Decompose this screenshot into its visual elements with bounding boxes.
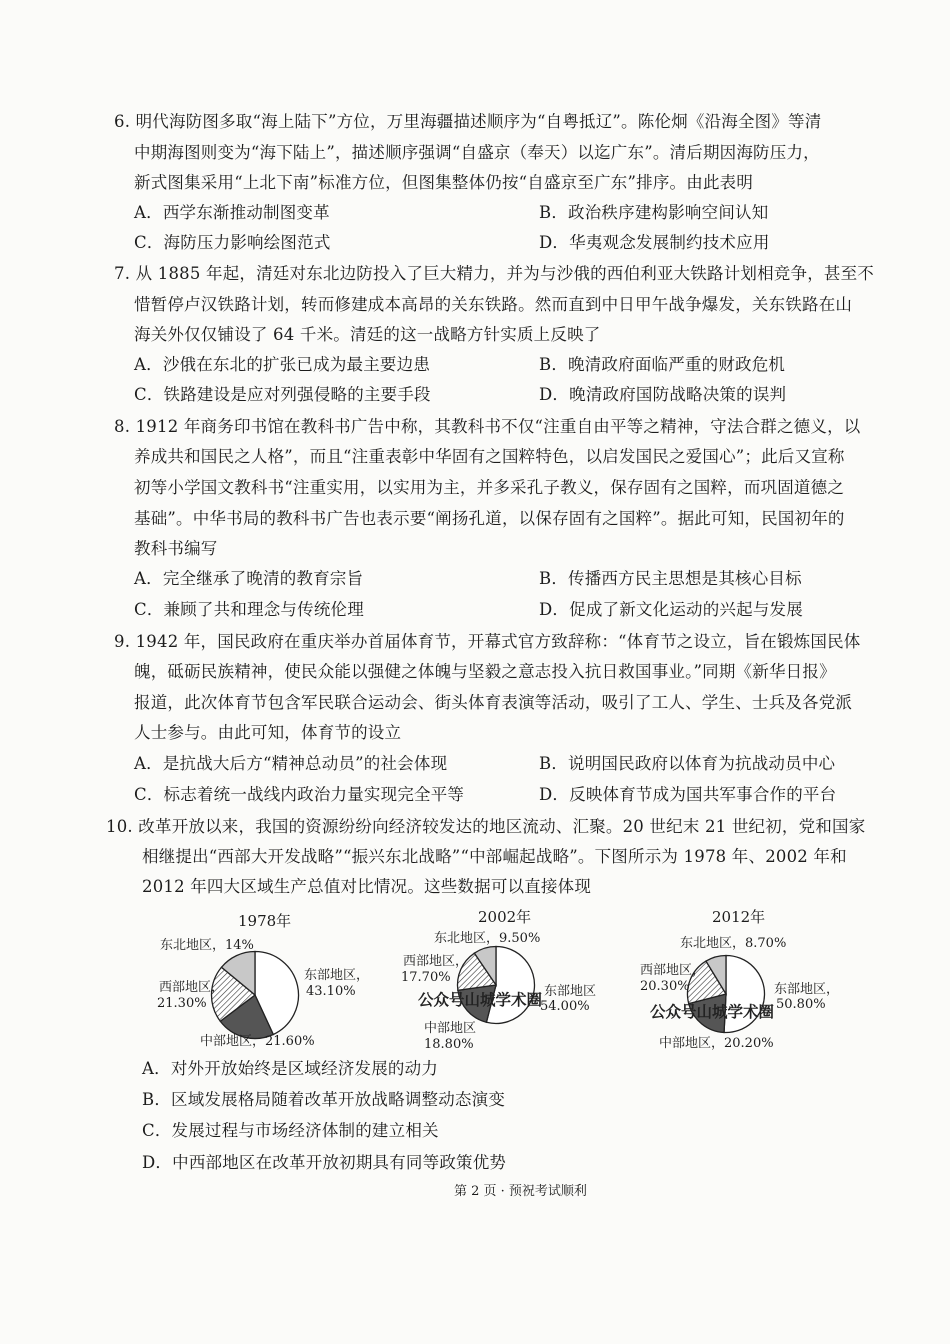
chart-1978-title: 1978年 bbox=[238, 912, 292, 930]
q6-stem-line-1: 6. 明代海防图多取“海上陆下”方位，万里海疆描述顺序为“自粤抵辽”。陈伦炯《沿海全图》等清 bbox=[114, 112, 822, 131]
q8-option-c[interactable]: C．兼顾了共和理念与传统伦理 bbox=[134, 600, 364, 619]
q8-option-b[interactable]: B．传播西方民主思想是其核心目标 bbox=[539, 569, 802, 588]
label-1978-east-value: 43.10% bbox=[306, 984, 356, 999]
q6-stem-line-2: 中期海图则变为“海下陆上”，描述顺序强调“自盛京（奉天）以迄广东”。清后期因海防压力， bbox=[134, 143, 820, 162]
label-2012-northeast: 东北地区，8.70% bbox=[680, 936, 787, 951]
label-2012-east-value: 50.80% bbox=[776, 997, 826, 1012]
pie-chart-1978 bbox=[210, 950, 300, 1040]
label-2012-west-value: 20.30% bbox=[640, 979, 690, 994]
label-1978-east: 东部地区， bbox=[304, 968, 370, 983]
label-1978-central: 中部地区，21.60% bbox=[200, 1034, 315, 1049]
q9-stem-line-2: 魄，砥砺民族精神，使民众能以强健之体魄与坚毅之意志投入抗日救国事业。”同期《新华日报》 bbox=[134, 662, 836, 681]
label-1978-west-value: 21.30% bbox=[157, 996, 207, 1011]
q9-option-d[interactable]: D．反映体育节成为国共军事合作的平台 bbox=[539, 785, 837, 804]
q8-number: 8. bbox=[114, 417, 131, 436]
label-2002-east-value: 54.00% bbox=[540, 999, 590, 1014]
q6-stem-line-3: 新式图集采用“上北下南”标准方位，但图集整体仍按“自盛京至广东”排序。由此表明 bbox=[134, 173, 754, 192]
q8-option-d[interactable]: D．促成了新文化运动的兴起与发展 bbox=[539, 600, 803, 619]
label-2002-northeast: 东北地区，9.50% bbox=[434, 931, 541, 946]
q9-stem-line-4: 人士参与。由此可知，体育节的设立 bbox=[134, 723, 402, 742]
q8-stem-line-4: 基础”。中华书局的教科书广告也表示要“阐扬孔道，以保存固有之国粹”。据此可知，民国初年的 bbox=[134, 509, 845, 528]
q8-stem-line-1: 8. 1912 年商务印书馆在教科书广告中称，其教科书不仅“注重自由平等之精神，守法合群之德义，以 bbox=[114, 417, 861, 436]
q7-stem-line-3: 海关外仅仅铺设了 64 千米。清廷的这一战略方针实质上反映了 bbox=[134, 325, 601, 344]
label-2002-east: 东部地区 bbox=[544, 984, 597, 999]
label-2012-west: 西部地区， bbox=[640, 963, 706, 978]
label-2002-west: 西部地区， bbox=[403, 954, 469, 969]
label-2002-central-value: 18.80% bbox=[424, 1037, 474, 1052]
q10-stem-line-2: 相继提出“西部大开发战略”“振兴东北战略”“中部崛起战略”。下图所示为 1978 年、2002 年和 bbox=[142, 847, 847, 866]
q7-number: 7. bbox=[114, 264, 131, 283]
q7-stem-line-1: 7. 从 1885 年起，清廷对东北边防投入了巨大精力，并为与沙俄的西伯利亚大铁路计划相竞争，甚至不 bbox=[114, 264, 874, 283]
watermark-1: 公众号山城学术圈 bbox=[418, 990, 543, 1009]
q10-option-b[interactable]: B．区域发展格局随着改革开放战略调整动态演变 bbox=[142, 1090, 506, 1109]
q6-option-b[interactable]: B．政治秩序建构影响空间认知 bbox=[539, 203, 769, 222]
label-1978-northeast: 东北地区，14% bbox=[160, 938, 254, 953]
chart-2012-title: 2012年 bbox=[712, 908, 766, 926]
q8-stem-line-3: 初等小学国文教科书“注重实用，以实用为主，并多采孔子教义，保存固有之国粹，而巩固道德之 bbox=[134, 478, 845, 497]
q9-stem-line-1: 9. 1942 年，国民政府在重庆举办首届体育节，开幕式官方致辞称：“体育节之设立，旨在锻炼国民体 bbox=[114, 632, 861, 651]
label-2012-east: 东部地区， bbox=[774, 982, 840, 997]
label-2002-central: 中部地区 bbox=[424, 1021, 477, 1036]
q9-number: 9. bbox=[114, 632, 131, 651]
q8-option-a[interactable]: A．完全继承了晚清的教育宗旨 bbox=[134, 569, 364, 588]
q9-stem-line-3: 报道，此次体育节包含军民联合运动会、街头体育表演等活动，吸引了工人、学生、士兵及各党派 bbox=[134, 693, 853, 712]
q7-stem-line-2: 惜暂停卢汉铁路计划，转而修建成本高昂的关东铁路。然而直到中日甲午战争爆发，关东铁路在山 bbox=[134, 295, 853, 314]
q10-option-c[interactable]: C．发展过程与市场经济体制的建立相关 bbox=[142, 1121, 439, 1140]
q6-option-c[interactable]: C．海防压力影响绘图范式 bbox=[134, 233, 331, 252]
q8-stem-line-5: 教科书编写 bbox=[134, 539, 218, 558]
q10-option-a[interactable]: A．对外开放始终是区域经济发展的动力 bbox=[142, 1059, 439, 1078]
label-2012-central: 中部地区，20.20% bbox=[659, 1036, 774, 1051]
page-footer: 第 2 页 · 预祝考试顺利 bbox=[454, 1184, 587, 1199]
q10-number: 10. bbox=[106, 817, 133, 836]
q9-option-b[interactable]: B．说明国民政府以体育为抗战动员中心 bbox=[539, 754, 836, 773]
q9-option-c[interactable]: C．标志着统一战线内政治力量实现完全平等 bbox=[134, 785, 465, 804]
q9-option-a[interactable]: A．是抗战大后方“精神总动员”的社会体现 bbox=[134, 754, 448, 773]
q10-option-d[interactable]: D．中西部地区在改革开放初期具有同等政策优势 bbox=[142, 1153, 507, 1172]
q6-number: 6. bbox=[114, 112, 131, 131]
chart-2002-title: 2002年 bbox=[478, 908, 532, 926]
q8-stem-line-2: 养成共和国民之人格”，而且“注重表彰中华固有之国粹特色，以启发国民之爱国心”；此后又宣称 bbox=[134, 447, 845, 466]
q7-option-b[interactable]: B．晚清政府面临严重的财政危机 bbox=[539, 355, 786, 374]
label-2002-west-value: 17.70% bbox=[401, 970, 451, 985]
q7-option-c[interactable]: C．铁路建设是应对列强侵略的主要手段 bbox=[134, 385, 431, 404]
q7-option-d[interactable]: D．晚清政府国防战略决策的误判 bbox=[539, 385, 787, 404]
q7-option-a[interactable]: A．沙俄在东北的扩张已成为最主要边患 bbox=[134, 355, 431, 374]
q10-stem-line-3: 2012 年四大区域生产总值对比情况。这些数据可以直接体现 bbox=[142, 877, 592, 896]
q6-option-d[interactable]: D．华夷观念发展制约技术应用 bbox=[539, 233, 770, 252]
q10-stem-line-1: 10. 改革开放以来，我国的资源纷纷向经济较发达的地区流动、汇聚。20 世纪末 21 世纪初，党和国家 bbox=[106, 817, 866, 836]
watermark-2: 公众号山城学术圈 bbox=[650, 1002, 775, 1021]
q6-option-a[interactable]: A．西学东渐推动制图变革 bbox=[134, 203, 330, 222]
label-1978-west: 西部地区， bbox=[159, 980, 225, 995]
